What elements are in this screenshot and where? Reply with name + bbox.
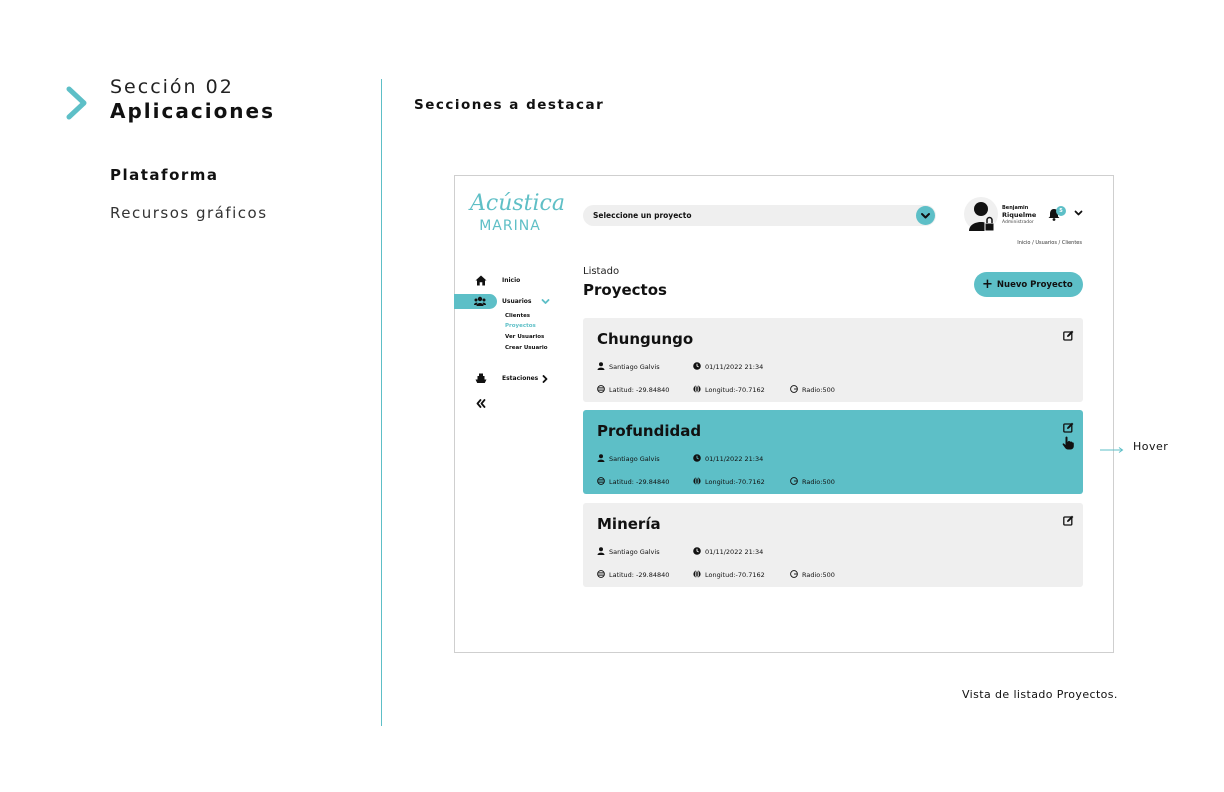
project-latitude: Latitud: -29.84840 xyxy=(597,477,669,486)
users-icon xyxy=(474,296,486,307)
arrow-right-icon xyxy=(1100,447,1124,453)
sidebar-item-stations[interactable]: Estaciones xyxy=(502,375,539,382)
notification-badge: 5 xyxy=(1056,206,1066,216)
project-card[interactable] xyxy=(583,318,1083,402)
project-date: 01/11/2022 21:34 xyxy=(693,362,763,371)
ship-icon xyxy=(475,373,487,384)
sidebar-subitem-view-users[interactable]: Ver Usuarios xyxy=(505,334,545,340)
project-date: 01/11/2022 21:34 xyxy=(693,547,763,556)
chevron-down-icon[interactable] xyxy=(1074,210,1083,217)
latitude-icon xyxy=(597,385,605,393)
hover-label: Hover xyxy=(1133,440,1169,453)
select-dropdown-button[interactable] xyxy=(916,206,935,225)
edit-icon[interactable] xyxy=(1063,422,1074,433)
radius-icon xyxy=(790,385,798,393)
project-name: Minería xyxy=(597,515,661,533)
user-last-name: Riquelme xyxy=(1002,211,1037,219)
plus-icon: + xyxy=(982,277,993,292)
avatar[interactable] xyxy=(964,197,998,233)
logo-wordmark: MARINA xyxy=(479,218,541,234)
user-icon xyxy=(597,547,605,555)
user-role: Administrador xyxy=(1002,220,1034,225)
chevron-right-icon[interactable] xyxy=(542,375,548,383)
sidebar-item-users[interactable]: Usuarios xyxy=(502,298,532,305)
highlight-heading: Secciones a destacar xyxy=(414,97,605,113)
breadcrumb: Inicio / Usuarios / Clientes xyxy=(1017,240,1082,246)
double-chevron-left-icon[interactable] xyxy=(476,399,486,408)
project-name: Chungungo xyxy=(597,330,694,348)
edit-icon[interactable] xyxy=(1063,330,1074,341)
project-author: Santiago Galvis xyxy=(597,454,660,463)
longitude-icon xyxy=(693,570,701,578)
section-number: Sección 02 xyxy=(110,76,234,98)
project-longitude: Longitud:-70.7162 xyxy=(693,570,765,579)
home-icon xyxy=(475,275,487,286)
longitude-icon xyxy=(693,477,701,485)
sidebar-item-home[interactable]: Inicio xyxy=(502,277,521,284)
chevron-right-icon xyxy=(64,86,90,120)
clock-icon xyxy=(693,362,701,370)
project-longitude: Longitud:-70.7162 xyxy=(693,385,765,394)
list-subtitle: Listado xyxy=(583,266,620,277)
longitude-icon xyxy=(693,385,701,393)
caption: Vista de listado Proyectos. xyxy=(962,688,1118,701)
project-radius: Radio:500 xyxy=(790,385,835,394)
project-author: Santiago Galvis xyxy=(597,362,660,371)
project-latitude: Latitud: -29.84840 xyxy=(597,570,669,579)
category-heading: Plataforma xyxy=(110,166,219,184)
project-select[interactable]: Seleccione un proyecto xyxy=(583,205,936,226)
radius-icon xyxy=(790,570,798,578)
new-project-button[interactable] xyxy=(974,272,1083,297)
user-icon xyxy=(597,454,605,462)
project-radius: Radio:500 xyxy=(790,570,835,579)
project-latitude: Latitud: -29.84840 xyxy=(597,385,669,394)
page-title: Proyectos xyxy=(583,281,667,299)
chevron-down-icon xyxy=(916,206,935,225)
sidebar-subitem-create-user[interactable]: Crear Usuario xyxy=(505,345,548,351)
subcategory-text: Recursos gráficos xyxy=(110,204,268,222)
logo-script: Acústica xyxy=(470,191,565,216)
clock-icon xyxy=(693,547,701,555)
project-date: 01/11/2022 21:34 xyxy=(693,454,763,463)
new-project-label: Nuevo Proyecto xyxy=(996,280,1073,290)
divider-line xyxy=(381,79,382,726)
radius-icon xyxy=(790,477,798,485)
latitude-icon xyxy=(597,570,605,578)
edit-icon[interactable] xyxy=(1063,515,1074,526)
hand-cursor-icon xyxy=(1062,436,1074,450)
sidebar-subitem-clients[interactable]: Clientes xyxy=(505,313,531,319)
project-card-hover[interactable] xyxy=(583,410,1083,494)
section-title: Aplicaciones xyxy=(110,99,276,123)
user-first-name: Benjamin xyxy=(1002,205,1029,211)
chevron-down-icon[interactable] xyxy=(541,299,550,305)
user-icon xyxy=(597,362,605,370)
project-radius: Radio:500 xyxy=(790,477,835,486)
project-name: Profundidad xyxy=(597,422,702,440)
project-author: Santiago Galvis xyxy=(597,547,660,556)
sidebar-subitem-projects[interactable]: Proyectos xyxy=(505,323,536,329)
latitude-icon xyxy=(597,477,605,485)
clock-icon xyxy=(693,454,701,462)
project-longitude: Longitud:-70.7162 xyxy=(693,477,765,486)
project-card[interactable] xyxy=(583,503,1083,587)
